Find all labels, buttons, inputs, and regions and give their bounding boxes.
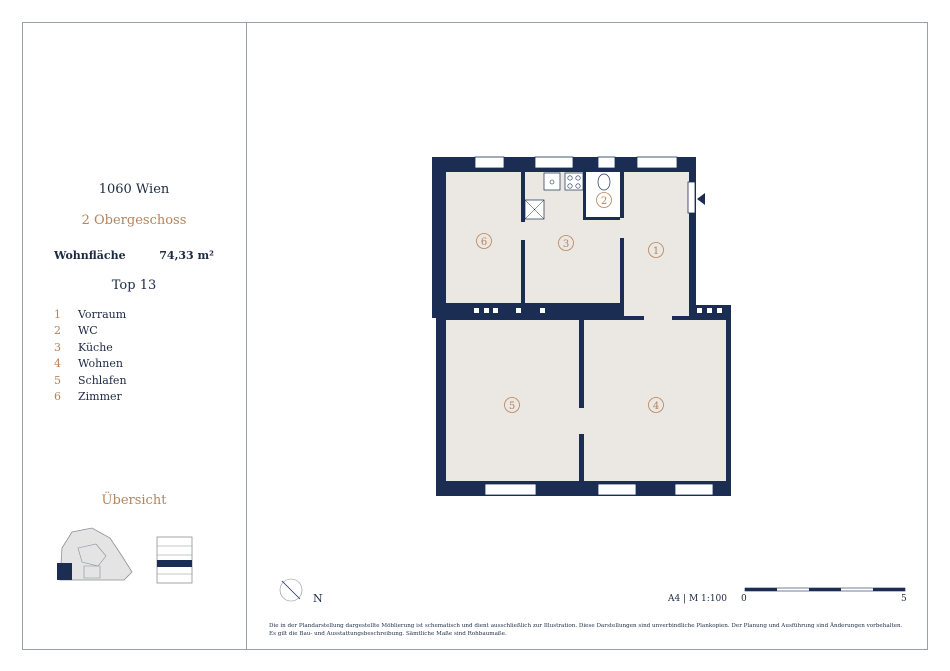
legend-name: Wohnen xyxy=(78,357,123,371)
disclaimer xyxy=(269,622,909,638)
entrance-arrow-icon xyxy=(697,193,705,205)
legend-number: 5 xyxy=(54,373,61,387)
legend-name: Schlafen xyxy=(78,373,127,387)
scale-start: 0 xyxy=(741,594,747,604)
legend-number: 2 xyxy=(54,324,61,338)
living-area-value: 74,33 m² xyxy=(159,249,214,262)
unit-title: Top 13 xyxy=(111,278,157,293)
disclaimer-line: Es gilt die Bau- und Ausstattungsbeschreibung. Sämtliche Maße sind Rohbaumaße. xyxy=(269,631,507,637)
room-vorraum xyxy=(624,172,689,316)
floor-title: 2 Obergeschoss xyxy=(81,213,187,228)
overview-floor-highlight xyxy=(157,560,192,567)
legend-number: 3 xyxy=(54,340,61,354)
stove-icon xyxy=(565,173,583,190)
legend-name: WC xyxy=(78,324,98,338)
room-marker-2: 2 xyxy=(600,196,608,207)
room-marker-1: 1 xyxy=(652,246,660,257)
living-area-label: Wohnfläche xyxy=(54,249,126,262)
overview-section xyxy=(157,537,192,583)
room-marker-6: 6 xyxy=(480,237,488,248)
scale-bar xyxy=(745,588,905,591)
room-marker-4: 4 xyxy=(652,401,660,412)
scale-end: 5 xyxy=(901,594,907,604)
room-marker-5: 5 xyxy=(508,401,516,412)
scale-text: A4 | M 1:100 xyxy=(668,594,727,604)
toilet-icon xyxy=(598,174,610,190)
legend-number: 4 xyxy=(54,357,61,371)
floor-plan xyxy=(432,157,731,496)
overview-unit-highlight xyxy=(57,563,72,580)
north-label: N xyxy=(313,592,323,605)
city-title: 1060 Wien xyxy=(98,182,170,197)
room-marker-3: 3 xyxy=(562,239,570,250)
legend-name: Küche xyxy=(78,340,113,354)
overview-title: Übersicht xyxy=(101,493,167,508)
legend-number: 6 xyxy=(54,389,61,403)
legend-number: 1 xyxy=(54,308,61,321)
disclaimer-line: Die in der Plandarstellung dargestellte Möblierung ist schematisch und dient ausschließlich zur Illustration. Diese Darstellungen sind unverbindliche Plankopien. Der Planung und Ausführung sind Änderungen vorbehalten. xyxy=(269,623,903,629)
compass-icon xyxy=(276,575,306,605)
legend-name: Vorraum xyxy=(78,308,127,321)
overview-site-plan xyxy=(57,528,132,580)
legend-name: Zimmer xyxy=(78,389,122,403)
sink-icon xyxy=(544,173,560,190)
